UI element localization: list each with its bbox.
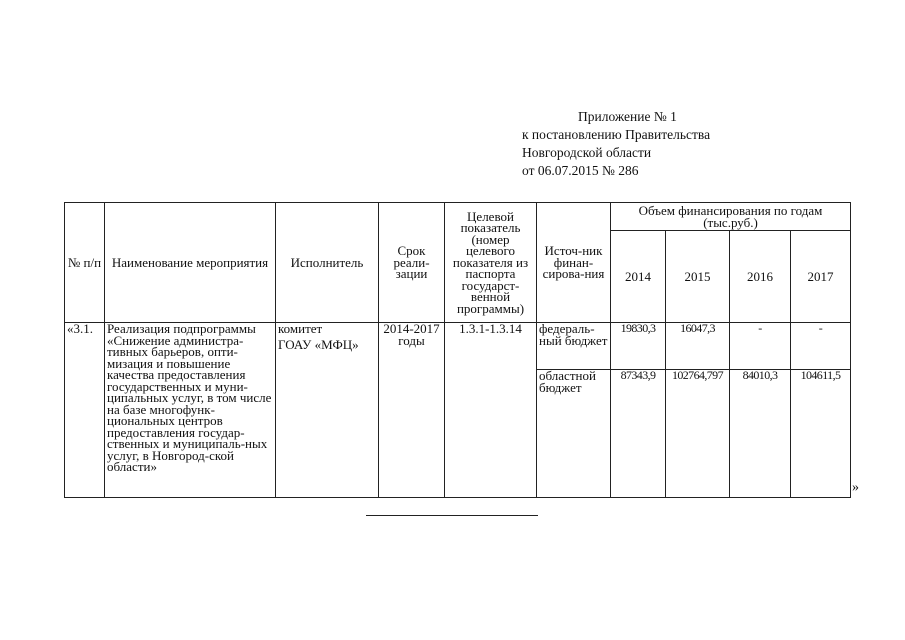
row-period: 2014-2017 годы [379,323,445,498]
header-year-2015: 2015 [666,231,730,323]
federal-2017: - [791,323,851,370]
appendix-title: Приложение № 1 [578,109,677,124]
footer-divider [366,515,538,516]
header-period: Срок реали-зации [379,203,445,323]
federal-2014: 19830,3 [611,323,666,370]
regional-2017: 104611,5 [791,370,851,498]
header-year-2017: 2017 [791,231,851,323]
header-executor: Исполнитель [276,203,379,323]
row-executor [276,323,379,498]
closing-quote: » [852,480,859,495]
header-year-2014: 2014 [611,231,666,323]
appendix-line-3: от 06.07.2015 № 286 [522,163,639,178]
funding-source-regional: областной бюджет [537,370,611,498]
funding-table [64,202,851,498]
funding-table-wrapper [64,202,851,498]
regional-2016: 84010,3 [730,370,791,498]
row-executor-line-2: ГОАУ «МФЦ» [278,336,359,352]
header-year-2016: 2016 [730,231,791,323]
regional-2015: 102764,797 [666,370,730,498]
appendix-line-2: Новгородской области [522,145,652,160]
federal-2015: 16047,3 [666,323,730,370]
federal-2016: - [730,323,791,370]
row-indicator: 1.3.1-1.3.14 [445,323,537,498]
regional-2014: 87343,9 [611,370,666,498]
funding-source-federal: федераль-ный бюджет [537,323,611,370]
header-num: № п/п [65,203,105,323]
row-name: Реализация подпрограммы «Снижение администра-тивных барьеров, опти-мизация и повышение качества предоставления государственных и муни-ципальных услуг, в том числе на базе многофунк-циональных центров предоставления государ-ственных и муниципаль-ных услуг, в Новгород-ской области» [105,323,276,498]
header-indicator: Целевой показатель (номер целевого показателя из паспорта государст-венной программы) [445,203,537,323]
appendix-line-1: к постановлению Правительства [522,127,711,142]
row-executor-line-1: комитет [278,321,323,336]
header-name: Наименование мероприятия [105,203,276,323]
header-source: Источ-ник финан-сирова-ния [537,203,611,323]
header-funding: Объем финансирования по годам (тыс.руб.) [611,203,851,231]
row-num: «3.1. [65,323,105,498]
appendix-header [522,108,710,180]
